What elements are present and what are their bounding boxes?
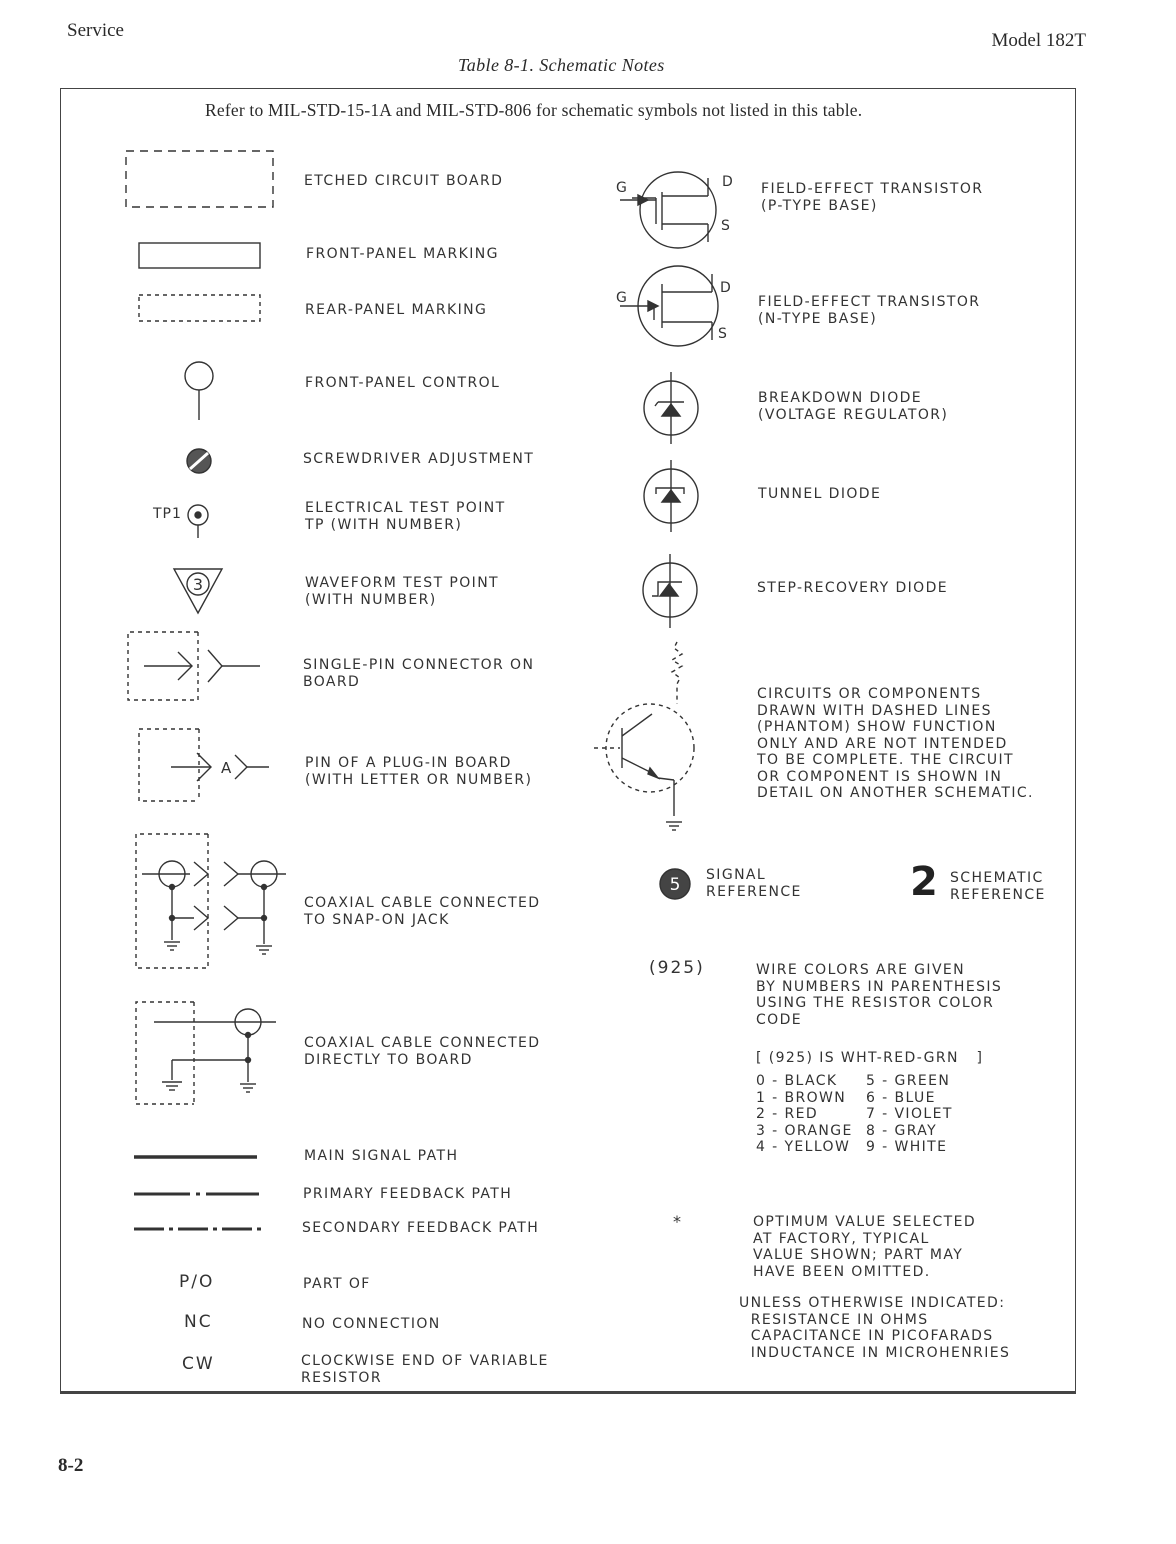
step-recovery-diode-icon [638,552,702,632]
svg-text:D: D [722,174,733,190]
screwdriver-adjustment-icon [184,446,214,476]
abbrev-po: P/O [179,1272,215,1292]
breakdown-diode-icon [640,370,702,448]
main-signal-path-line [133,1153,259,1161]
plug-in-pin-icon [137,727,277,805]
signal-reference-icon [658,867,692,901]
front-panel-control-label: FRONT-PANEL CONTROL [305,375,501,391]
coax-direct-icon [134,1000,284,1110]
wire-code: (925) [649,958,705,978]
schematic-reference-number: 2 [910,859,938,905]
tunnel-diode-label: TUNNEL DIODE [758,486,882,502]
wire-colors-note: WIRE COLORS ARE GIVEN BY NUMBERS IN PARENTHESIS USING THE RESISTOR COLOR CODE [756,962,1003,1028]
electrical-test-point-label: ELECTRICAL TEST POINT TP (WITH NUMBER) [305,500,506,533]
abbrev-nc-desc: NO CONNECTION [302,1316,441,1332]
rear-panel-marking-icon [138,294,262,324]
main-signal-path-label: MAIN SIGNAL PATH [304,1148,459,1164]
reference-note: Refer to MIL-STD-15-1A and MIL-STD-806 for schematic symbols not listed in this table. [205,100,863,120]
optimum-value-note: OPTIMUM VALUE SELECTED AT FACTORY, TYPICAL VALUE SHOWN; PART MAY HAVE BEEN OMITTED. [753,1214,977,1280]
abbrev-cw: CW [182,1354,215,1374]
svg-text:S: S [718,326,727,342]
abbrev-nc: NC [184,1312,213,1332]
svg-text:G: G [616,180,627,196]
rear-panel-marking-label: REAR-PANEL MARKING [305,302,488,318]
fet-p-type-icon [612,168,742,248]
table-caption: Table 8-1. Schematic Notes [458,55,665,75]
fet-p-type-label: FIELD-EFFECT TRANSISTOR (P-TYPE BASE) [761,181,984,214]
primary-feedback-path-line [133,1190,261,1198]
svg-text:D: D [720,280,731,296]
waveform-test-point-icon [172,567,226,617]
coax-snap-on-label: COAXIAL CABLE CONNECTED TO SNAP-ON JACK [304,895,541,928]
units-note: UNLESS OTHERWISE INDICATED: RESISTANCE IN OHMS CAPACITANCE IN PICOFARADS INDUCTANCE IN MICROHENRIES [739,1295,1011,1361]
test-point-tag: TP1 [153,506,182,522]
wire-example: [ (925) IS WHT-RED-GRN ] [756,1050,984,1066]
etched-board-label: ETCHED CIRCUIT BOARD [304,173,504,189]
etched-board-icon [125,150,275,210]
coax-snap-on-icon [132,832,292,972]
section-title: Service [67,20,124,41]
abbrev-cw-desc: CLOCKWISE END OF VARIABLE RESISTOR [301,1353,549,1386]
fet-n-type-icon [612,262,742,350]
signal-number: 5 [669,875,681,895]
fet-n-type-label: FIELD-EFFECT TRANSISTOR (N-TYPE BASE) [758,294,981,327]
test-point-icon [186,504,212,540]
model-number: Model 182T [991,30,1086,51]
waveform-number: 3 [192,575,204,594]
tunnel-diode-icon [640,458,702,536]
secondary-feedback-path-label: SECONDARY FEEDBACK PATH [302,1220,540,1236]
svg-text:S: S [721,218,730,234]
single-pin-connector-label: SINGLE-PIN CONNECTOR ON BOARD [303,657,535,690]
secondary-feedback-path-line [133,1225,263,1233]
waveform-test-point-label: WAVEFORM TEST POINT (WITH NUMBER) [305,575,500,608]
phantom-note: CIRCUITS OR COMPONENTS DRAWN WITH DASHED LINES (PHANTOM) SHOW FUNCTION ONLY AND ARE NOT INTENDED TO BE COMPLETE. THE CIRCUIT OR COMPONENT IS SHOWN IN DETAIL ON ANOTHER SCHEMATIC. [757,686,1034,801]
plug-in-letter: A [221,759,232,777]
single-pin-connector-icon [126,630,266,702]
front-panel-marking-label: FRONT-PANEL MARKING [306,246,499,262]
screwdriver-adjustment-label: SCREWDRIVER ADJUSTMENT [303,451,535,467]
schematic-reference-label: SCHEMATIC REFERENCE [950,870,1046,903]
phantom-circuit-icon [590,640,710,840]
primary-feedback-path-label: PRIMARY FEEDBACK PATH [303,1186,513,1202]
color-codes-right: 5 - GREEN 6 - BLUE 7 - VIOLET 8 - GRAY 9 - WHITE [866,1073,953,1155]
coax-direct-label: COAXIAL CABLE CONNECTED DIRECTLY TO BOARD [304,1035,541,1068]
step-recovery-diode-label: STEP-RECOVERY DIODE [757,580,949,596]
asterisk-symbol: * [673,1212,681,1231]
svg-text:G: G [616,290,627,306]
page-number: 8-2 [58,1455,84,1476]
front-panel-control-icon [182,360,218,422]
front-panel-marking-icon [138,242,262,270]
signal-reference-label: SIGNAL REFERENCE [706,867,802,900]
color-codes-left: 0 - BLACK 1 - BROWN 2 - RED 3 - ORANGE 4 - YELLOW [756,1073,853,1155]
breakdown-diode-label: BREAKDOWN DIODE (VOLTAGE REGULATOR) [758,390,949,423]
plug-in-pin-label: PIN OF A PLUG-IN BOARD (WITH LETTER OR NUMBER) [305,755,533,788]
abbrev-po-desc: PART OF [303,1276,371,1292]
